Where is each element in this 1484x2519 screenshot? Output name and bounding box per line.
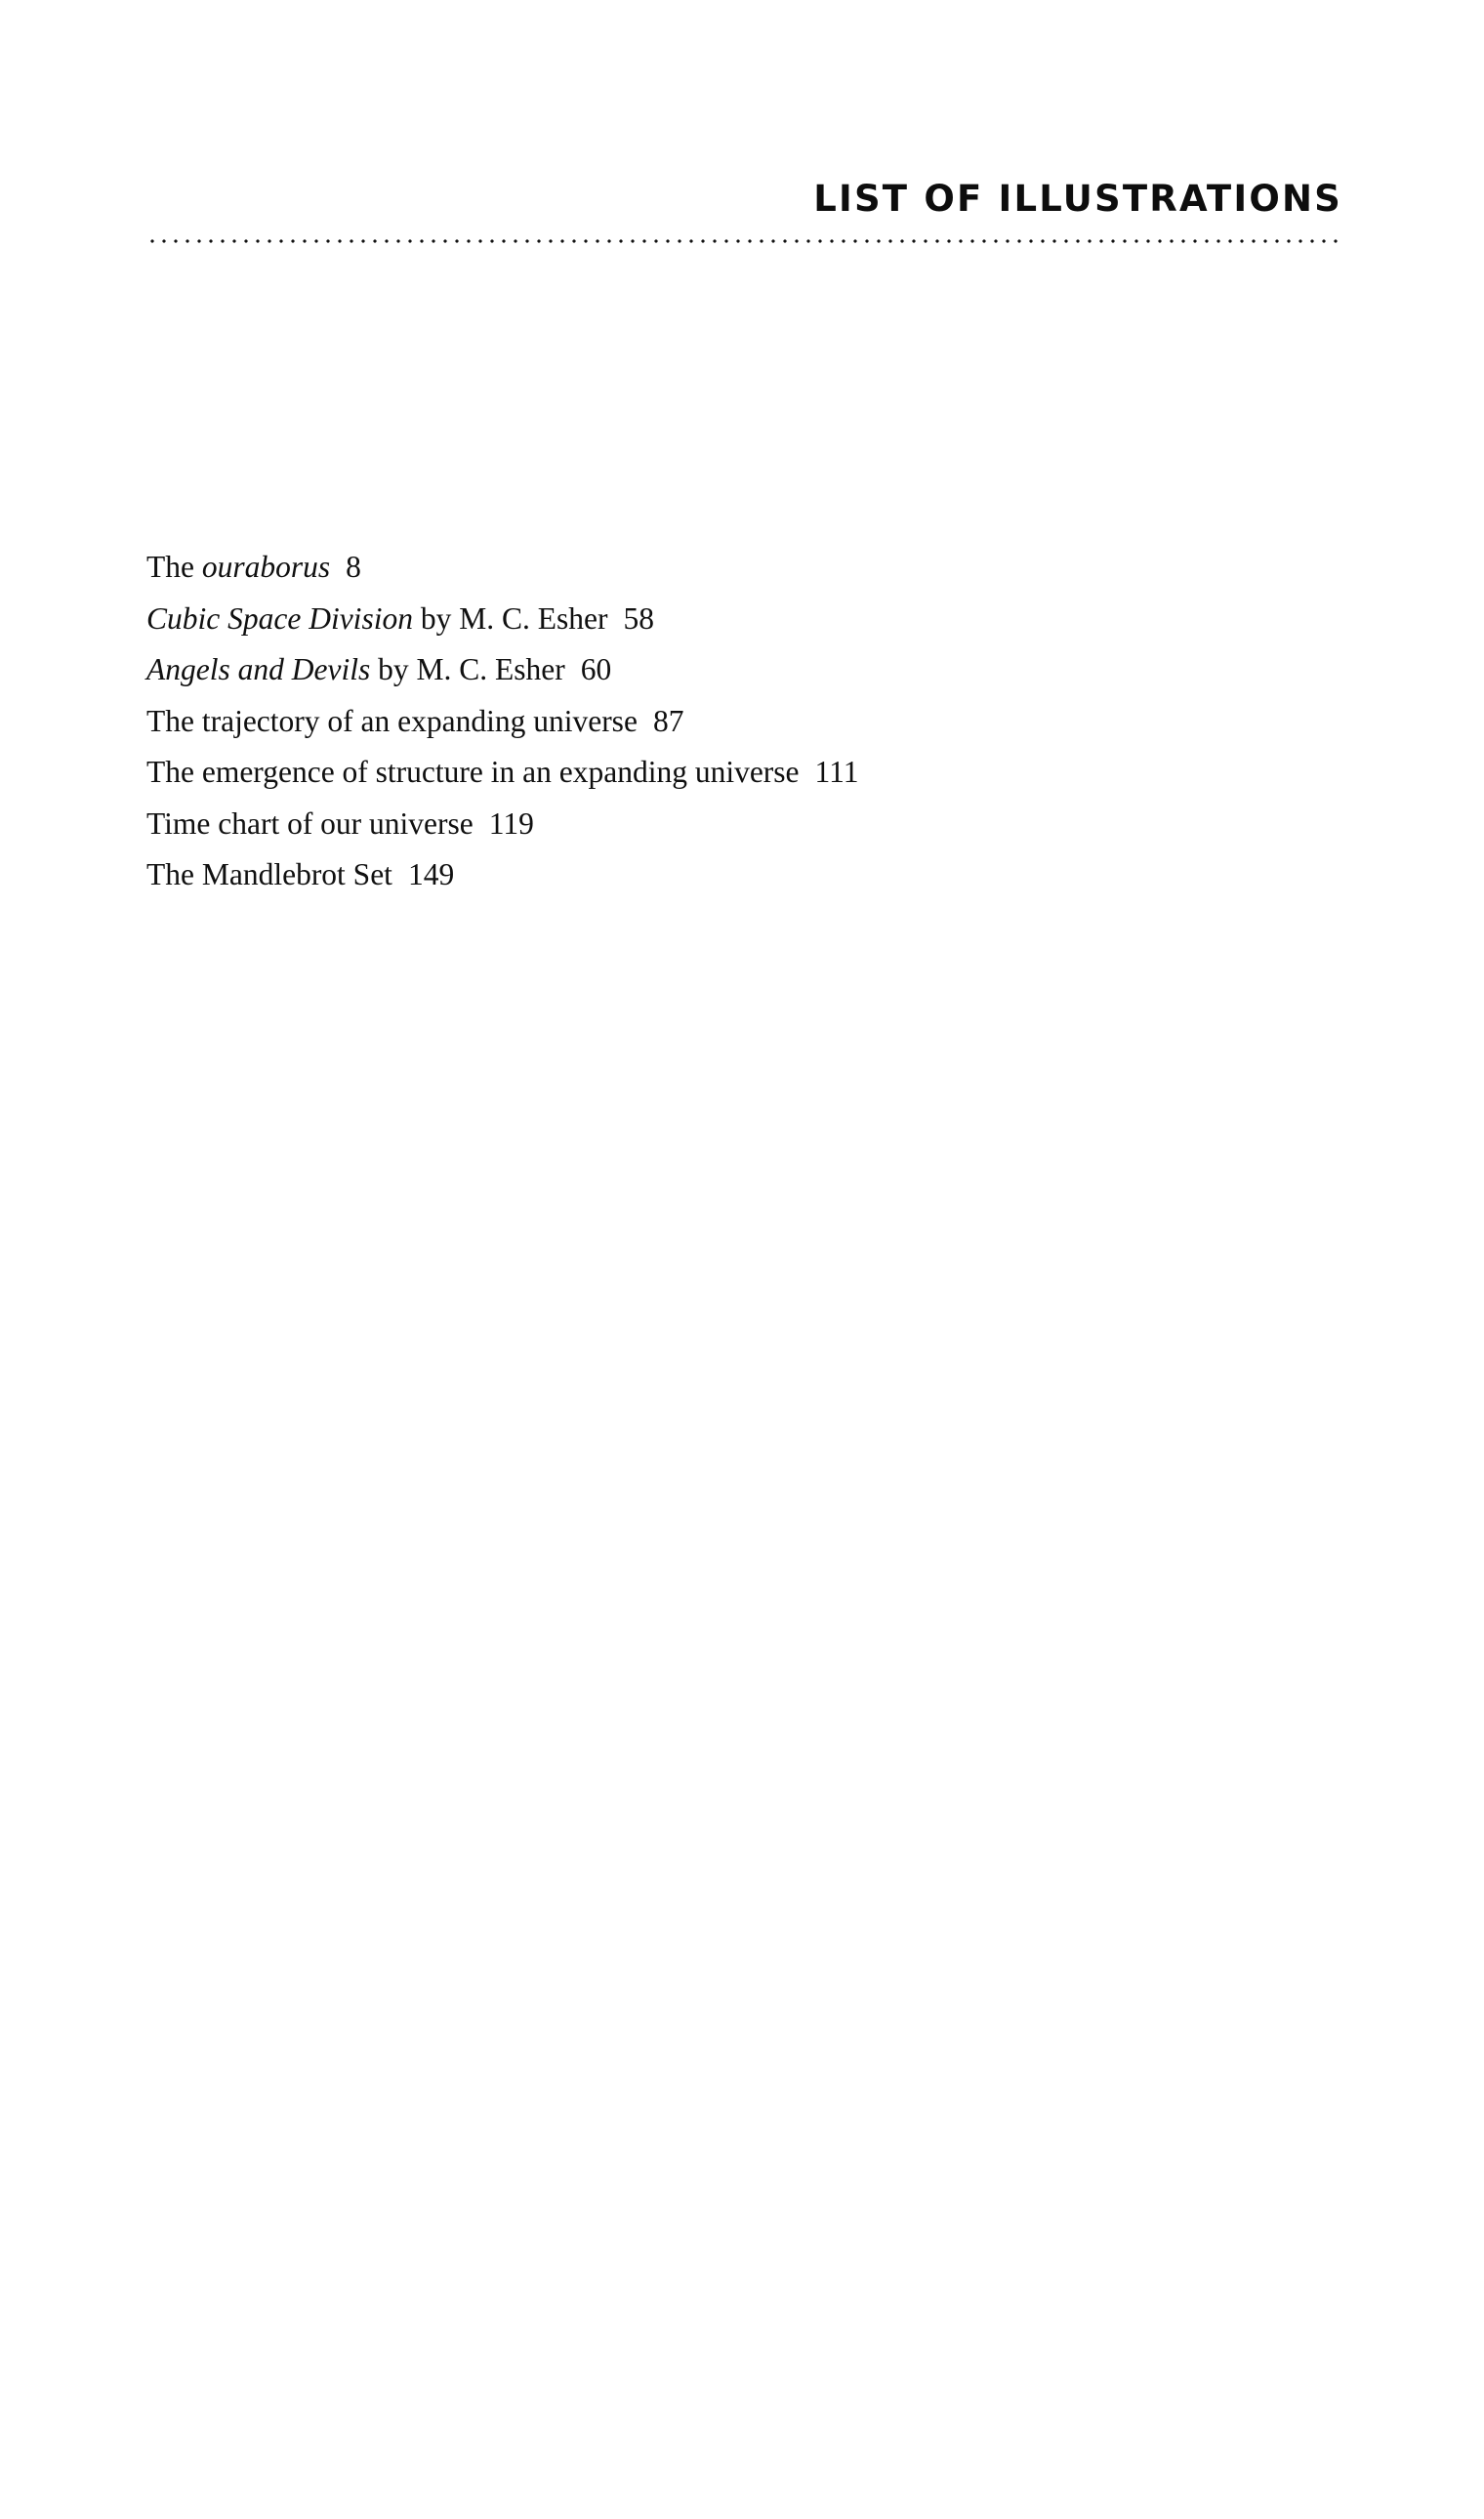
entry-suffix: by M. C. Esher — [412, 600, 608, 636]
entry-page-number: 8 — [346, 550, 361, 584]
entry-title-italic: Cubic Space Division — [146, 600, 413, 636]
entry-page-number: 111 — [814, 755, 859, 789]
list-item — [146, 747, 1347, 799]
entry-page-number: 119 — [488, 805, 534, 841]
list-item — [146, 542, 1347, 594]
entry-prefix: The — [146, 550, 202, 584]
list-item — [146, 696, 1347, 748]
entry-title-italic: ouraborus — [201, 550, 331, 584]
page-header — [146, 178, 1342, 244]
entry-page-number: 87 — [652, 703, 684, 738]
list-item — [146, 849, 1347, 901]
entry-page-number: 58 — [623, 600, 654, 636]
list-item — [146, 799, 1347, 850]
list-item — [146, 644, 1347, 696]
entry-prefix: The trajectory of an expanding universe — [146, 703, 638, 738]
entry-page-number: 60 — [580, 652, 612, 686]
entry-page-number: 149 — [407, 857, 455, 891]
entry-prefix: The Mandlebrot Set — [146, 857, 392, 891]
dotted-divider — [146, 238, 1342, 244]
entry-prefix: Time chart of our universe — [146, 805, 474, 841]
page-title: LIST OF ILLUSTRATIONS — [813, 178, 1342, 220]
list-item — [146, 594, 1347, 645]
illustration-list — [146, 542, 1347, 901]
entry-prefix: The emergence of structure in an expanding universe — [146, 755, 800, 789]
entry-title-italic: Angels and Devils — [146, 652, 371, 686]
entry-suffix: by M. C. Esher — [370, 652, 565, 686]
